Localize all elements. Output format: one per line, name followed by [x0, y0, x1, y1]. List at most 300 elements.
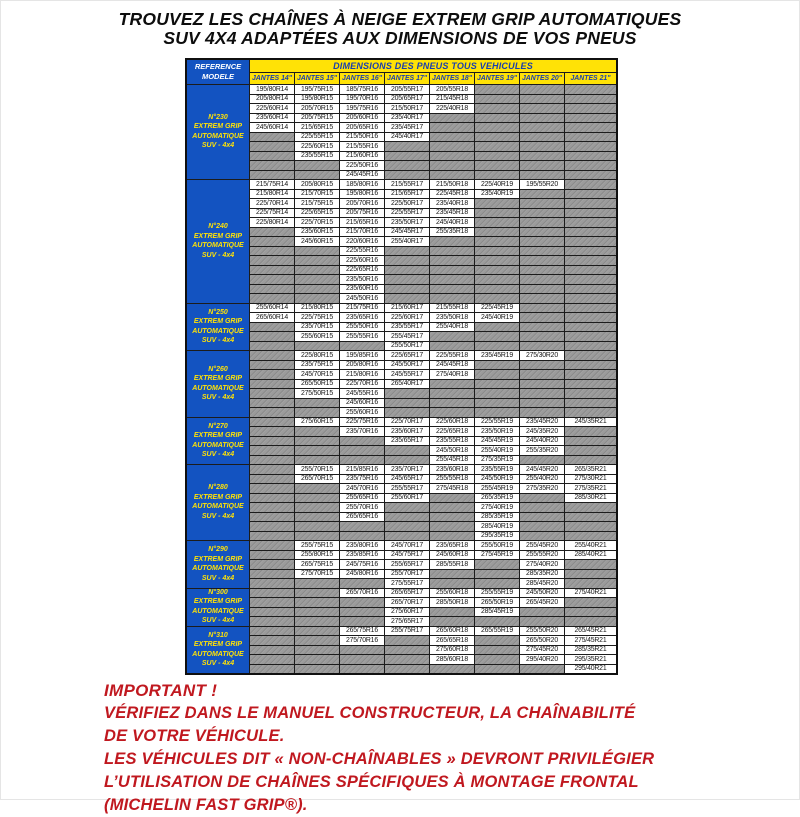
empty-cell: [520, 313, 564, 322]
tire-size-cell: 255/35R18: [430, 228, 474, 237]
empty-cell: [520, 285, 564, 294]
empty-cell: [565, 237, 616, 246]
empty-cell: [295, 617, 339, 626]
model-label: [187, 180, 249, 303]
tire-size-cell: 285/45R20: [520, 579, 564, 588]
tire-size-cell: 225/65R17: [385, 351, 429, 360]
tire-size-cell: 255/40R18: [430, 323, 474, 332]
tire-size-cell: 245/40R17: [385, 133, 429, 142]
empty-cell: [295, 636, 339, 645]
empty-cell: [520, 237, 564, 246]
empty-cell: [475, 655, 519, 664]
empty-cell: [295, 484, 339, 493]
empty-cell: [520, 161, 564, 170]
model-label-line: AUTOMATIQUE: [192, 607, 244, 615]
tire-size-cell: 215/65R17: [385, 190, 429, 199]
tire-size-cell: 235/75R16: [340, 475, 384, 484]
empty-cell: [520, 218, 564, 227]
empty-cell: [250, 399, 294, 408]
empty-cell: [250, 551, 294, 560]
tire-size-cell: 245/50R16: [340, 294, 384, 303]
model-label-line: EXTREM GRIP: [193, 232, 243, 240]
tire-size-cell: 225/40R18: [430, 104, 474, 113]
empty-cell: [520, 522, 564, 531]
tire-size-cell: 225/60R15: [295, 142, 339, 151]
tire-size-cell: 275/50R15: [295, 389, 339, 398]
empty-cell: [295, 665, 339, 674]
empty-cell: [520, 399, 564, 408]
empty-cell: [430, 247, 474, 256]
tire-size-cell: 235/45R20: [520, 418, 564, 427]
empty-cell: [295, 171, 339, 180]
tire-size-cell: 235/60R14: [250, 114, 294, 123]
tire-size-cell: 235/65R16: [340, 313, 384, 322]
tire-size-cell: 205/55R17: [385, 85, 429, 94]
tire-size-cell: 215/75R14: [250, 180, 294, 189]
empty-cell: [250, 237, 294, 246]
tire-size-cell: 215/60R17: [385, 304, 429, 313]
empty-cell: [250, 513, 294, 522]
empty-cell: [430, 171, 474, 180]
empty-cell: [250, 456, 294, 465]
empty-cell: [520, 209, 564, 218]
modele-header-text: MODELE: [201, 72, 235, 81]
tire-size-cell: 205/55R18: [430, 85, 474, 94]
tire-size-cell: 205/75R16: [340, 209, 384, 218]
tire-size-cell: 205/65R16: [340, 123, 384, 132]
tire-size-cell: 265/65R16: [340, 513, 384, 522]
tire-size-cell: 235/80R16: [340, 541, 384, 550]
empty-cell: [520, 123, 564, 132]
empty-cell: [475, 95, 519, 104]
tire-size-cell: 245/80R16: [340, 570, 384, 579]
tire-size-cell: 205/80R15: [295, 180, 339, 189]
empty-cell: [250, 228, 294, 237]
empty-cell: [385, 161, 429, 170]
tire-size-cell: 275/60R18: [430, 646, 474, 655]
empty-cell: [520, 95, 564, 104]
tire-size-cell: 195/70R16: [340, 95, 384, 104]
tire-size-cell: 215/60R16: [340, 152, 384, 161]
empty-cell: [475, 380, 519, 389]
empty-cell: [475, 579, 519, 588]
empty-cell: [520, 503, 564, 512]
empty-cell: [430, 513, 474, 522]
tire-size-cell: 245/60R14: [250, 123, 294, 132]
tire-size-cell: 225/55R18: [430, 351, 474, 360]
tire-size-cell: 275/45R21: [565, 636, 616, 645]
tire-size-cell: 255/70R15: [295, 465, 339, 474]
empty-cell: [250, 465, 294, 474]
tire-size-cell: 215/55R17: [385, 180, 429, 189]
tire-size-cell: 275/60R17: [385, 608, 429, 617]
empty-cell: [295, 437, 339, 446]
tire-size-cell: 285/35R19: [475, 513, 519, 522]
empty-cell: [385, 513, 429, 522]
tire-size-cell: 225/80R15: [295, 351, 339, 360]
tire-size-cell: 275/70R15: [295, 570, 339, 579]
reference-modele-header: [187, 60, 249, 84]
empty-cell: [295, 627, 339, 636]
model-number: N°290: [208, 546, 228, 553]
tire-size-cell: 225/70R17: [385, 418, 429, 427]
tire-size-cell: 245/40R19: [475, 313, 519, 322]
tire-size-cell: 215/50R17: [385, 104, 429, 113]
tire-size-cell: 235/45R18: [430, 209, 474, 218]
empty-cell: [565, 180, 616, 189]
tire-size-cell: 255/60R15: [295, 332, 339, 341]
model-label-line: SUV - 4x4: [201, 451, 235, 458]
model-label-line: AUTOMATIQUE: [192, 441, 244, 449]
empty-cell: [295, 456, 339, 465]
tire-size-cell: 245/45R18: [430, 361, 474, 370]
tire-size-cell: 195/80R14: [250, 85, 294, 94]
empty-cell: [385, 171, 429, 180]
empty-cell: [475, 218, 519, 227]
empty-cell: [430, 266, 474, 275]
empty-cell: [520, 494, 564, 503]
model-label-line: AUTOMATIQUE: [192, 565, 244, 572]
tire-size-cell: 235/40R19: [475, 190, 519, 199]
empty-cell: [295, 399, 339, 408]
empty-cell: [520, 617, 564, 626]
empty-cell: [520, 199, 564, 208]
tire-dimensions-table: [185, 58, 618, 675]
empty-cell: [565, 361, 616, 370]
tire-size-cell: 235/65R18: [430, 541, 474, 550]
tire-size-cell: 215/70R15: [295, 190, 339, 199]
empty-cell: [475, 636, 519, 645]
tire-size-cell: 245/75R16: [340, 560, 384, 569]
tire-size-cell: 285/35R20: [520, 570, 564, 579]
empty-cell: [565, 190, 616, 199]
empty-cell: [565, 209, 616, 218]
tire-size-cell: 215/75R15: [295, 199, 339, 208]
empty-cell: [385, 655, 429, 664]
empty-cell: [430, 142, 474, 151]
tire-size-cell: 225/40R19: [475, 180, 519, 189]
model-label-line: AUTOMATIQUE: [192, 503, 244, 511]
tire-size-cell: 275/45R20: [520, 646, 564, 655]
tire-size-cell: 225/75R15: [295, 313, 339, 322]
empty-cell: [250, 285, 294, 294]
empty-cell: [475, 209, 519, 218]
empty-cell: [295, 513, 339, 522]
tire-size-cell: 255/45R17: [385, 332, 429, 341]
empty-cell: [340, 646, 384, 655]
empty-cell: [565, 456, 616, 465]
empty-cell: [475, 228, 519, 237]
empty-cell: [475, 294, 519, 303]
empty-cell: [340, 532, 384, 541]
tire-size-cell: 275/35R20: [520, 484, 564, 493]
empty-cell: [565, 351, 616, 360]
empty-cell: [520, 513, 564, 522]
tire-size-cell: 255/40R17: [385, 237, 429, 246]
empty-cell: [385, 503, 429, 512]
empty-cell: [250, 342, 294, 351]
tire-size-cell: 255/50R16: [340, 323, 384, 332]
empty-cell: [565, 503, 616, 512]
column-header-jantes: JANTES 15": [296, 75, 338, 82]
empty-cell: [385, 294, 429, 303]
tire-size-cell: 225/65R16: [340, 266, 384, 275]
model-label-line: SUV - 4x4: [201, 574, 235, 582]
tire-size-cell: 245/50R19: [475, 475, 519, 484]
empty-cell: [565, 598, 616, 607]
tire-size-cell: 245/55R17: [385, 370, 429, 379]
empty-cell: [565, 199, 616, 208]
tire-size-cell: 255/50R20: [520, 627, 564, 636]
empty-cell: [520, 332, 564, 341]
empty-cell: [565, 532, 616, 541]
empty-cell: [385, 522, 429, 531]
column-header-jantes: JANTES 14": [251, 75, 293, 82]
empty-cell: [565, 275, 616, 284]
tire-size-cell: 235/50R17: [385, 218, 429, 227]
tire-size-cell: 255/55R19: [475, 589, 519, 598]
model-label: [187, 304, 249, 351]
empty-cell: [250, 494, 294, 503]
empty-cell: [565, 579, 616, 588]
empty-cell: [250, 294, 294, 303]
tire-size-cell: 265/50R20: [520, 636, 564, 645]
tire-size-cell: 265/35R21: [565, 465, 616, 474]
model-label-line: AUTOMATIQUE: [192, 327, 244, 335]
tire-size-cell: 245/40R20: [520, 437, 564, 446]
tire-size-cell: 255/35R20: [520, 446, 564, 455]
model-label-line: SUV - 4x4: [201, 617, 235, 625]
tire-size-cell: 255/60R16: [340, 408, 384, 417]
model-label-line: EXTREM GRIP: [193, 598, 243, 606]
tire-size-cell: 285/50R18: [430, 598, 474, 607]
empty-cell: [340, 446, 384, 455]
tire-size-cell: 225/60R16: [340, 256, 384, 265]
model-label-line: SUV - 4x4: [201, 142, 235, 150]
tire-size-cell: 275/45R18: [430, 484, 474, 493]
empty-cell: [565, 342, 616, 351]
empty-cell: [385, 456, 429, 465]
tire-size-cell: 265/45R20: [520, 598, 564, 607]
model-label-line: SUV - 4x4: [201, 394, 235, 401]
empty-cell: [250, 532, 294, 541]
tire-size-cell: 255/60R17: [385, 494, 429, 503]
empty-cell: [520, 361, 564, 370]
empty-cell: [295, 446, 339, 455]
tire-size-cell: 265/65R18: [430, 636, 474, 645]
tire-size-cell: 275/70R16: [340, 636, 384, 645]
tire-size-cell: 220/60R16: [340, 237, 384, 246]
empty-cell: [475, 570, 519, 579]
empty-cell: [565, 380, 616, 389]
tire-size-cell: 235/55R18: [430, 437, 474, 446]
empty-cell: [475, 285, 519, 294]
empty-cell: [250, 589, 294, 598]
model-label-line: AUTOMATIQUE: [192, 132, 244, 140]
tire-size-cell: 235/85R16: [340, 551, 384, 560]
empty-cell: [295, 275, 339, 284]
empty-cell: [565, 617, 616, 626]
empty-cell: [565, 85, 616, 94]
empty-cell: [565, 408, 616, 417]
empty-cell: [250, 171, 294, 180]
tire-size-cell: 225/70R16: [340, 380, 384, 389]
empty-cell: [475, 370, 519, 379]
column-header-jantes: JANTES 18": [431, 75, 473, 82]
empty-cell: [475, 161, 519, 170]
tire-size-cell: 285/40R19: [475, 522, 519, 531]
empty-cell: [340, 655, 384, 664]
column-header-jantes: JANTES 21": [565, 73, 616, 84]
tire-size-cell: 225/55R15: [295, 133, 339, 142]
empty-cell: [520, 665, 564, 674]
model-label-line: AUTOMATIQUE: [192, 384, 244, 392]
model-number: N°270: [208, 422, 228, 430]
tire-size-cell: 225/50R16: [340, 161, 384, 170]
tire-size-cell: 265/65R17: [385, 589, 429, 598]
empty-cell: [430, 332, 474, 341]
empty-cell: [250, 370, 294, 379]
empty-cell: [250, 522, 294, 531]
tire-size-cell: 285/40R21: [565, 551, 616, 560]
empty-cell: [430, 380, 474, 389]
empty-cell: [250, 636, 294, 645]
tire-size-cell: 265/70R17: [385, 598, 429, 607]
tire-size-cell: 255/55R16: [340, 332, 384, 341]
model-number: N°230: [208, 113, 228, 121]
empty-cell: [340, 437, 384, 446]
empty-cell: [565, 304, 616, 313]
empty-cell: [385, 665, 429, 674]
empty-cell: [295, 342, 339, 351]
empty-cell: [475, 133, 519, 142]
tire-size-cell: 275/40R21: [565, 589, 616, 598]
empty-cell: [520, 294, 564, 303]
footer-line: (MICHELIN FAST GRIP®).: [104, 796, 308, 814]
empty-cell: [250, 133, 294, 142]
empty-cell: [295, 589, 339, 598]
empty-cell: [565, 256, 616, 265]
empty-cell: [475, 275, 519, 284]
tire-size-cell: 245/45R20: [520, 465, 564, 474]
tire-size-cell: 295/40R20: [520, 655, 564, 664]
empty-cell: [430, 665, 474, 674]
tire-size-cell: 255/55R18: [430, 475, 474, 484]
empty-cell: [250, 570, 294, 579]
empty-cell: [520, 142, 564, 151]
tire-size-cell: 275/65R17: [385, 617, 429, 626]
tire-size-cell: 215/55R18: [430, 304, 474, 313]
empty-cell: [295, 427, 339, 436]
tire-size-cell: 215/85R16: [340, 465, 384, 474]
tire-size-cell: 245/45R19: [475, 437, 519, 446]
empty-cell: [475, 361, 519, 370]
empty-cell: [250, 560, 294, 569]
empty-cell: [250, 446, 294, 455]
empty-cell: [475, 247, 519, 256]
tire-size-cell: 255/65R17: [385, 560, 429, 569]
empty-cell: [385, 275, 429, 284]
tire-size-cell: 215/50R16: [340, 133, 384, 142]
tire-size-cell: 265/70R16: [340, 589, 384, 598]
tire-size-cell: 255/40R21: [565, 541, 616, 550]
tire-size-cell: 225/65R15: [295, 209, 339, 218]
tire-size-cell: 255/40R20: [520, 475, 564, 484]
empty-cell: [340, 342, 384, 351]
footer-line: L’UTILISATION DE CHAÎNES SPÉCIFIQUES À MONTAGE FRONTAL: [104, 773, 639, 791]
empty-cell: [250, 161, 294, 170]
tire-size-cell: 275/45R19: [475, 551, 519, 560]
tire-size-cell: 255/55R17: [385, 484, 429, 493]
empty-cell: [565, 142, 616, 151]
empty-cell: [250, 503, 294, 512]
empty-cell: [520, 133, 564, 142]
tire-size-cell: 265/35R19: [475, 494, 519, 503]
empty-cell: [250, 351, 294, 360]
empty-cell: [250, 437, 294, 446]
page-title-line1: TROUVEZ LES CHAÎNES À NEIGE EXTREM GRIP AUTOMATIQUES: [118, 9, 682, 29]
empty-cell: [565, 513, 616, 522]
empty-cell: [475, 171, 519, 180]
empty-cell: [520, 275, 564, 284]
empty-cell: [475, 256, 519, 265]
empty-cell: [295, 655, 339, 664]
empty-cell: [475, 104, 519, 113]
tire-size-cell: 215/75R16: [340, 304, 384, 313]
empty-cell: [430, 342, 474, 351]
tire-size-cell: 235/60R16: [340, 285, 384, 294]
tire-size-cell: 265/60R18: [430, 627, 474, 636]
empty-cell: [250, 152, 294, 161]
tire-size-cell: 255/75R15: [295, 541, 339, 550]
empty-cell: [565, 228, 616, 237]
empty-cell: [430, 579, 474, 588]
tire-size-cell: 195/80R16: [340, 190, 384, 199]
model-label-line: EXTREM GRIP: [193, 375, 243, 382]
tire-size-cell: 275/40R19: [475, 503, 519, 512]
empty-cell: [520, 389, 564, 398]
column-header-jantes: JANTES 20": [521, 75, 563, 82]
model-label-line: AUTOMATIQUE: [192, 242, 244, 249]
tire-size-cell: 245/70R17: [385, 541, 429, 550]
model-number: N°260: [208, 365, 228, 373]
empty-cell: [565, 323, 616, 332]
empty-cell: [340, 456, 384, 465]
empty-cell: [475, 342, 519, 351]
empty-cell: [565, 370, 616, 379]
tire-size-cell: 235/45R17: [385, 123, 429, 132]
empty-cell: [520, 323, 564, 332]
model-number: N°310: [208, 631, 228, 639]
model-label: [187, 589, 249, 626]
column-header-jantes: JANTES 19": [476, 75, 518, 82]
empty-cell: [385, 646, 429, 655]
tire-size-cell: 285/60R18: [430, 655, 474, 664]
tire-size-cell: 275/30R20: [520, 351, 564, 360]
model-label: [187, 627, 249, 674]
tire-size-cell: 245/45R16: [340, 171, 384, 180]
tire-size-cell: 235/70R17: [385, 465, 429, 474]
tire-size-cell: 215/50R18: [430, 180, 474, 189]
tire-size-cell: 275/40R20: [520, 560, 564, 569]
model-label-line: EXTREM GRIP: [193, 493, 243, 501]
tire-size-cell: 255/45R18: [430, 456, 474, 465]
model-label: [187, 541, 249, 588]
tire-size-cell: 225/70R14: [250, 199, 294, 208]
footer-line: LES VÉHICULES DIT « NON-CHAÎNABLES » DEVRONT PRIVILÉGIER: [104, 750, 655, 768]
reference-header-text: REFERENCE: [194, 62, 242, 71]
empty-cell: [520, 85, 564, 94]
